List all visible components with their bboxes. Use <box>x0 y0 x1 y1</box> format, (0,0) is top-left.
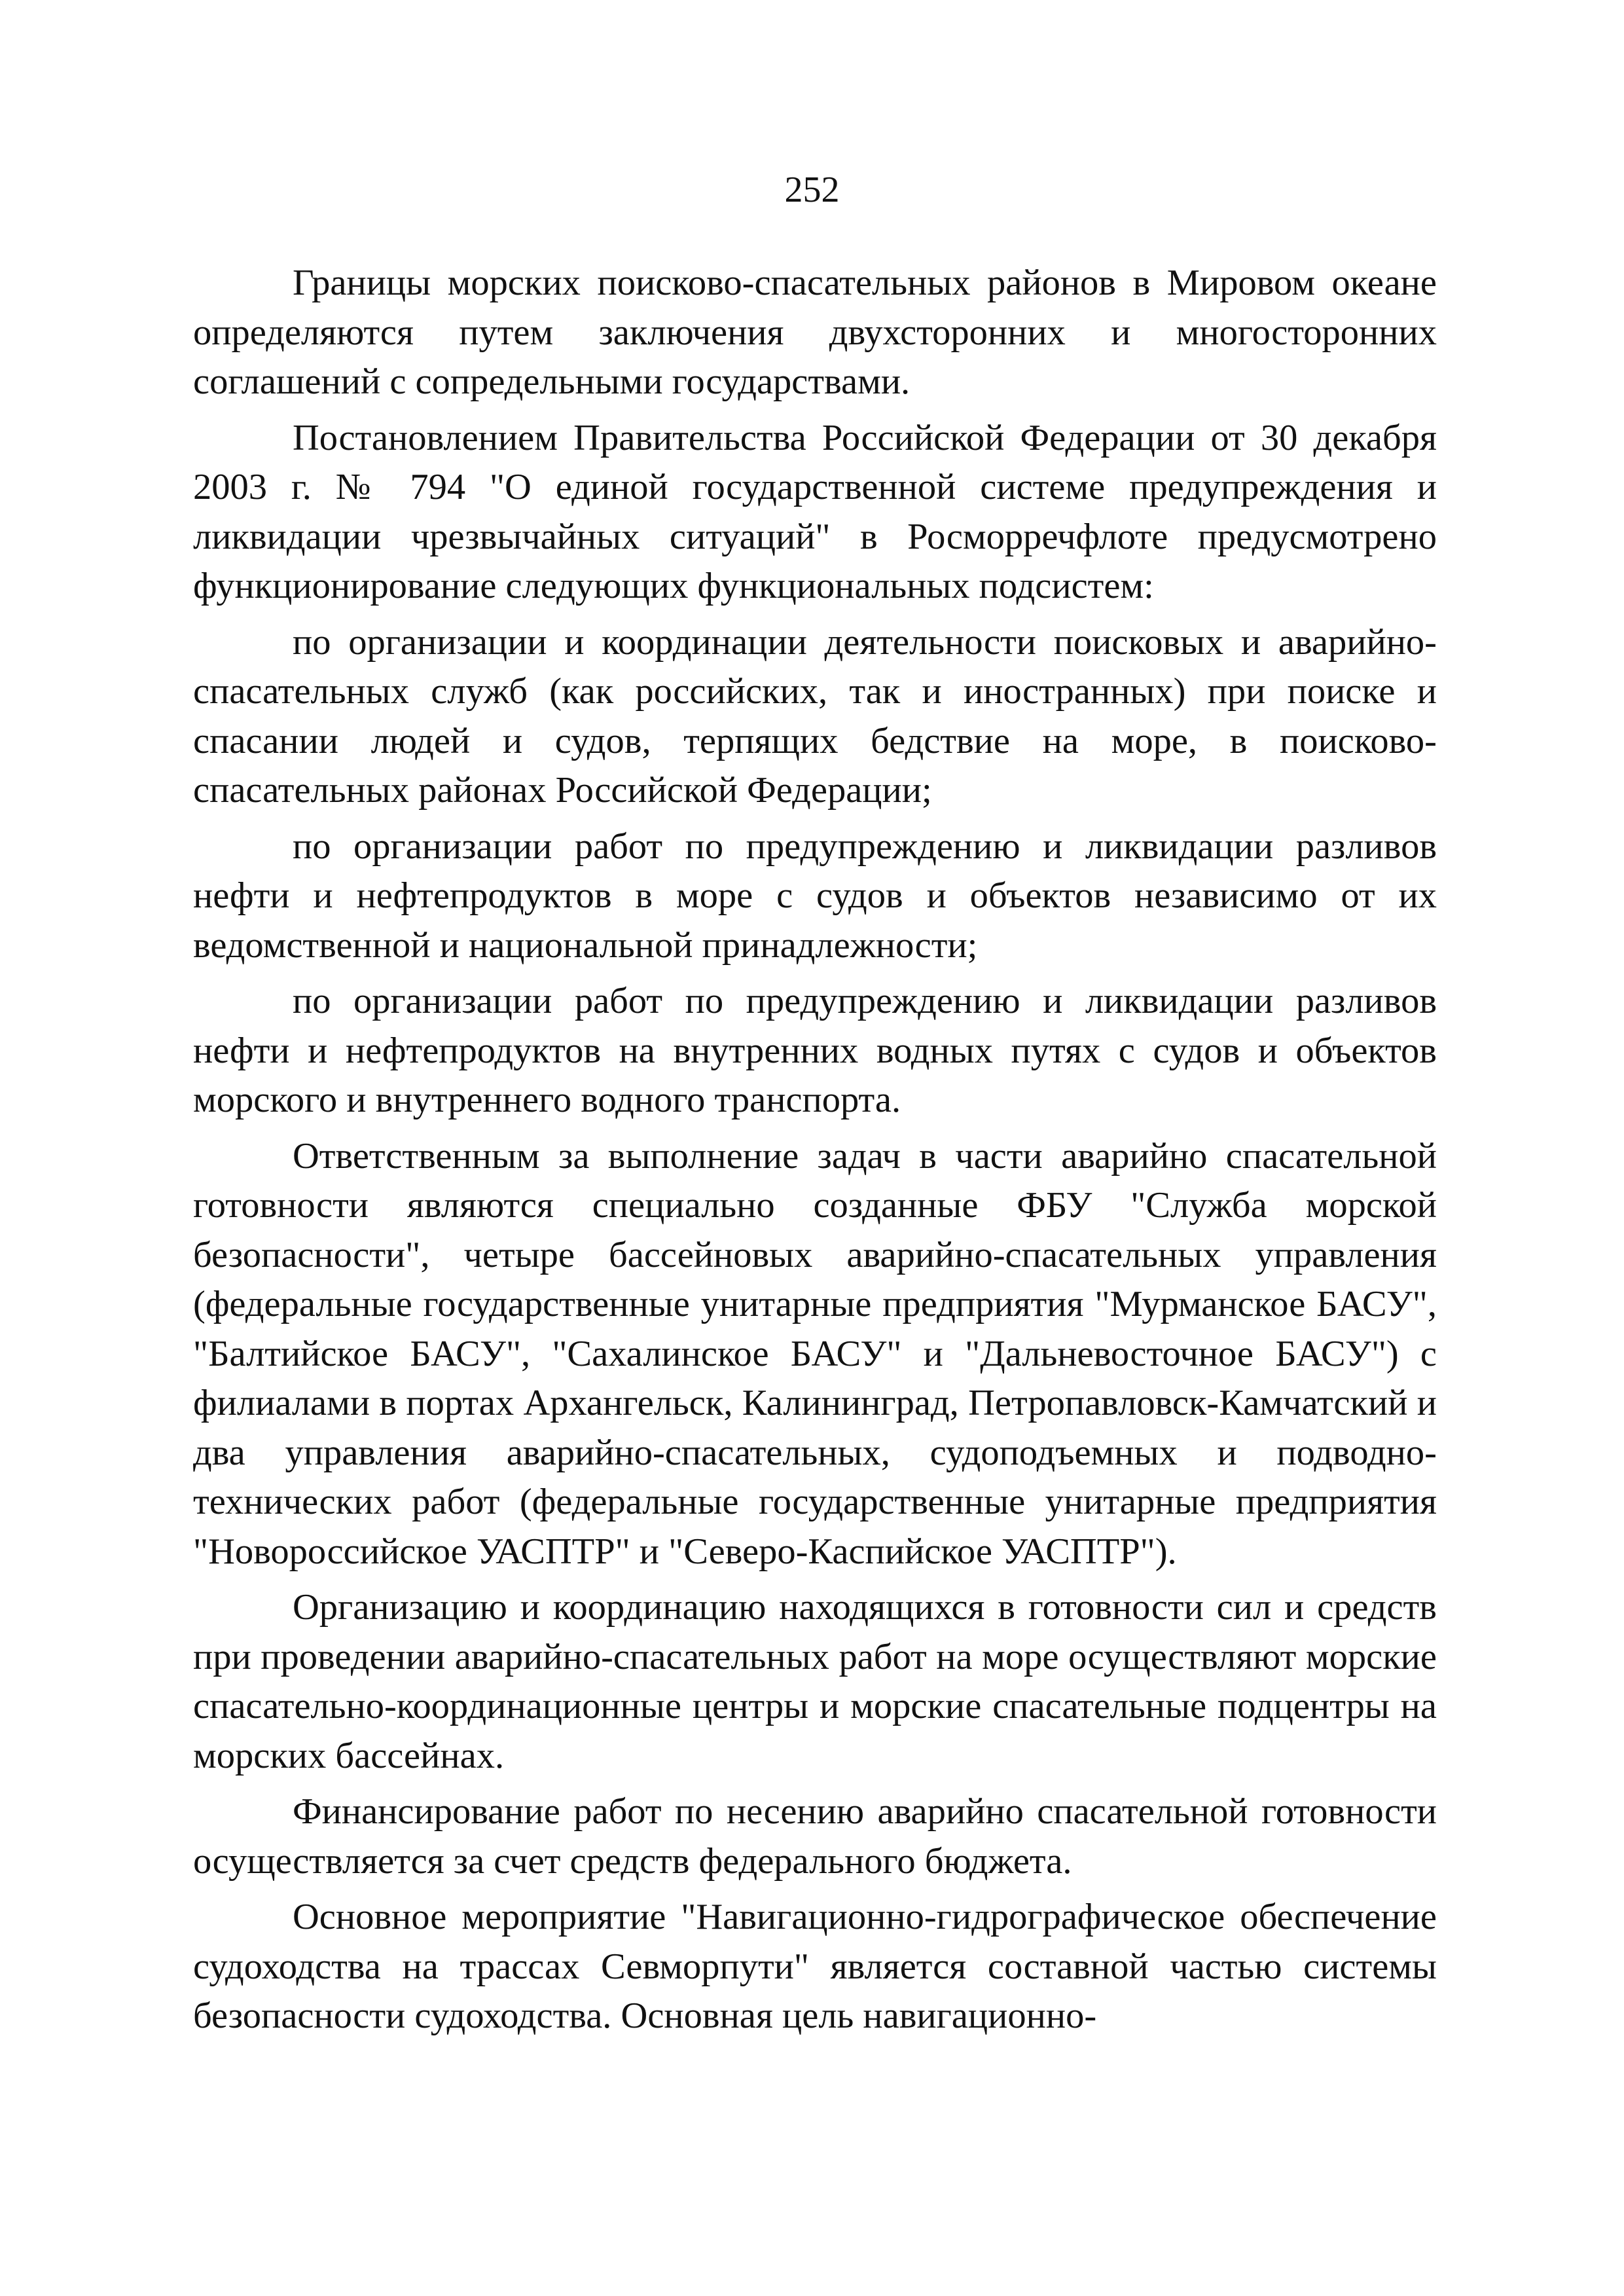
paragraph-subsystem-sea-oil-spills: по организации работ по предупреждению и ликвидации разливов нефти и нефтепродуктов в море с судов и объектов независимо от их ведомственной и национальной принадлежности; <box>193 826 1437 966</box>
paragraph-financing: Финансирование работ по несению аварийно спасательной готовности осуществляется за счет средств федерального бюджета. <box>193 1791 1437 1882</box>
paragraph-navigation-hydrography: Основное мероприятие "Навигационно-гидрографическое обеспечение судоходства на трассах Севморпути" является составной частью системы безопасности судоходства. Основная цель навигационно- <box>193 1897 1437 2036</box>
paragraph-responsible-organizations: Ответственным за выполнение задач в части аварийно спасательной готовности являются специально созданные ФБУ "Служба морской безопасности", четыре бассейновых аварийно-спасательных управления (федеральные государственные унитарные предприятия "Мурманское БАСУ", "Балтийское БАСУ", "Сахалинское БАСУ" и "Дальневосточное БАСУ") с филиалами в портах Архангельск, Калининград, Петропавловск-Камчатский и два управления аварийно-спасательных, судоподъемных и подводно-технических работ (федеральные государственные унитарные предприятия "Новороссийское УАСПТР" и "Северо-Каспийское УАСПТР"). <box>193 1135 1437 1572</box>
paragraph-search-rescue-boundaries: Границы морских поисково-спасательных районов в Мировом океане определяются путем заключения двухсторонних и многосторонних соглашений с сопредельными государствами. <box>193 263 1437 402</box>
paragraph-subsystem-search-rescue: по организации и координации деятельности поисковых и аварийно-спасательных служб (как российских, так и иностранных) при поиске и спасании людей и судов, терпящих бедствие на море, в поисково-спасательных районах Российской Федерации; <box>193 621 1437 811</box>
document-body <box>193 259 1437 2041</box>
paragraph-government-decree: Постановлением Правительства Российской Федерации от 30 декабря 2003 г. № 794 "О единой государственной системе предупреждения и ликвидации чрезвычайных ситуаций" в Росморречфлоте предусмотрено функционирование следующих функциональных подсистем: <box>193 417 1437 606</box>
paragraph-coordination-centers: Организацию и координацию находящихся в готовности сил и средств при проведении аварийно-спасательных работ на море осуществляют морские спасательно-координационные центры и морские спасательные подцентры на морских бассейнах. <box>193 1587 1437 1776</box>
page-number: 252 <box>784 170 840 210</box>
paragraph-subsystem-inland-oil-spills: по организации работ по предупреждению и ликвидации разливов нефти и нефтепродуктов на внутренних водных путях с судов и объектов морского и внутреннего водного транспорта. <box>193 981 1437 1120</box>
